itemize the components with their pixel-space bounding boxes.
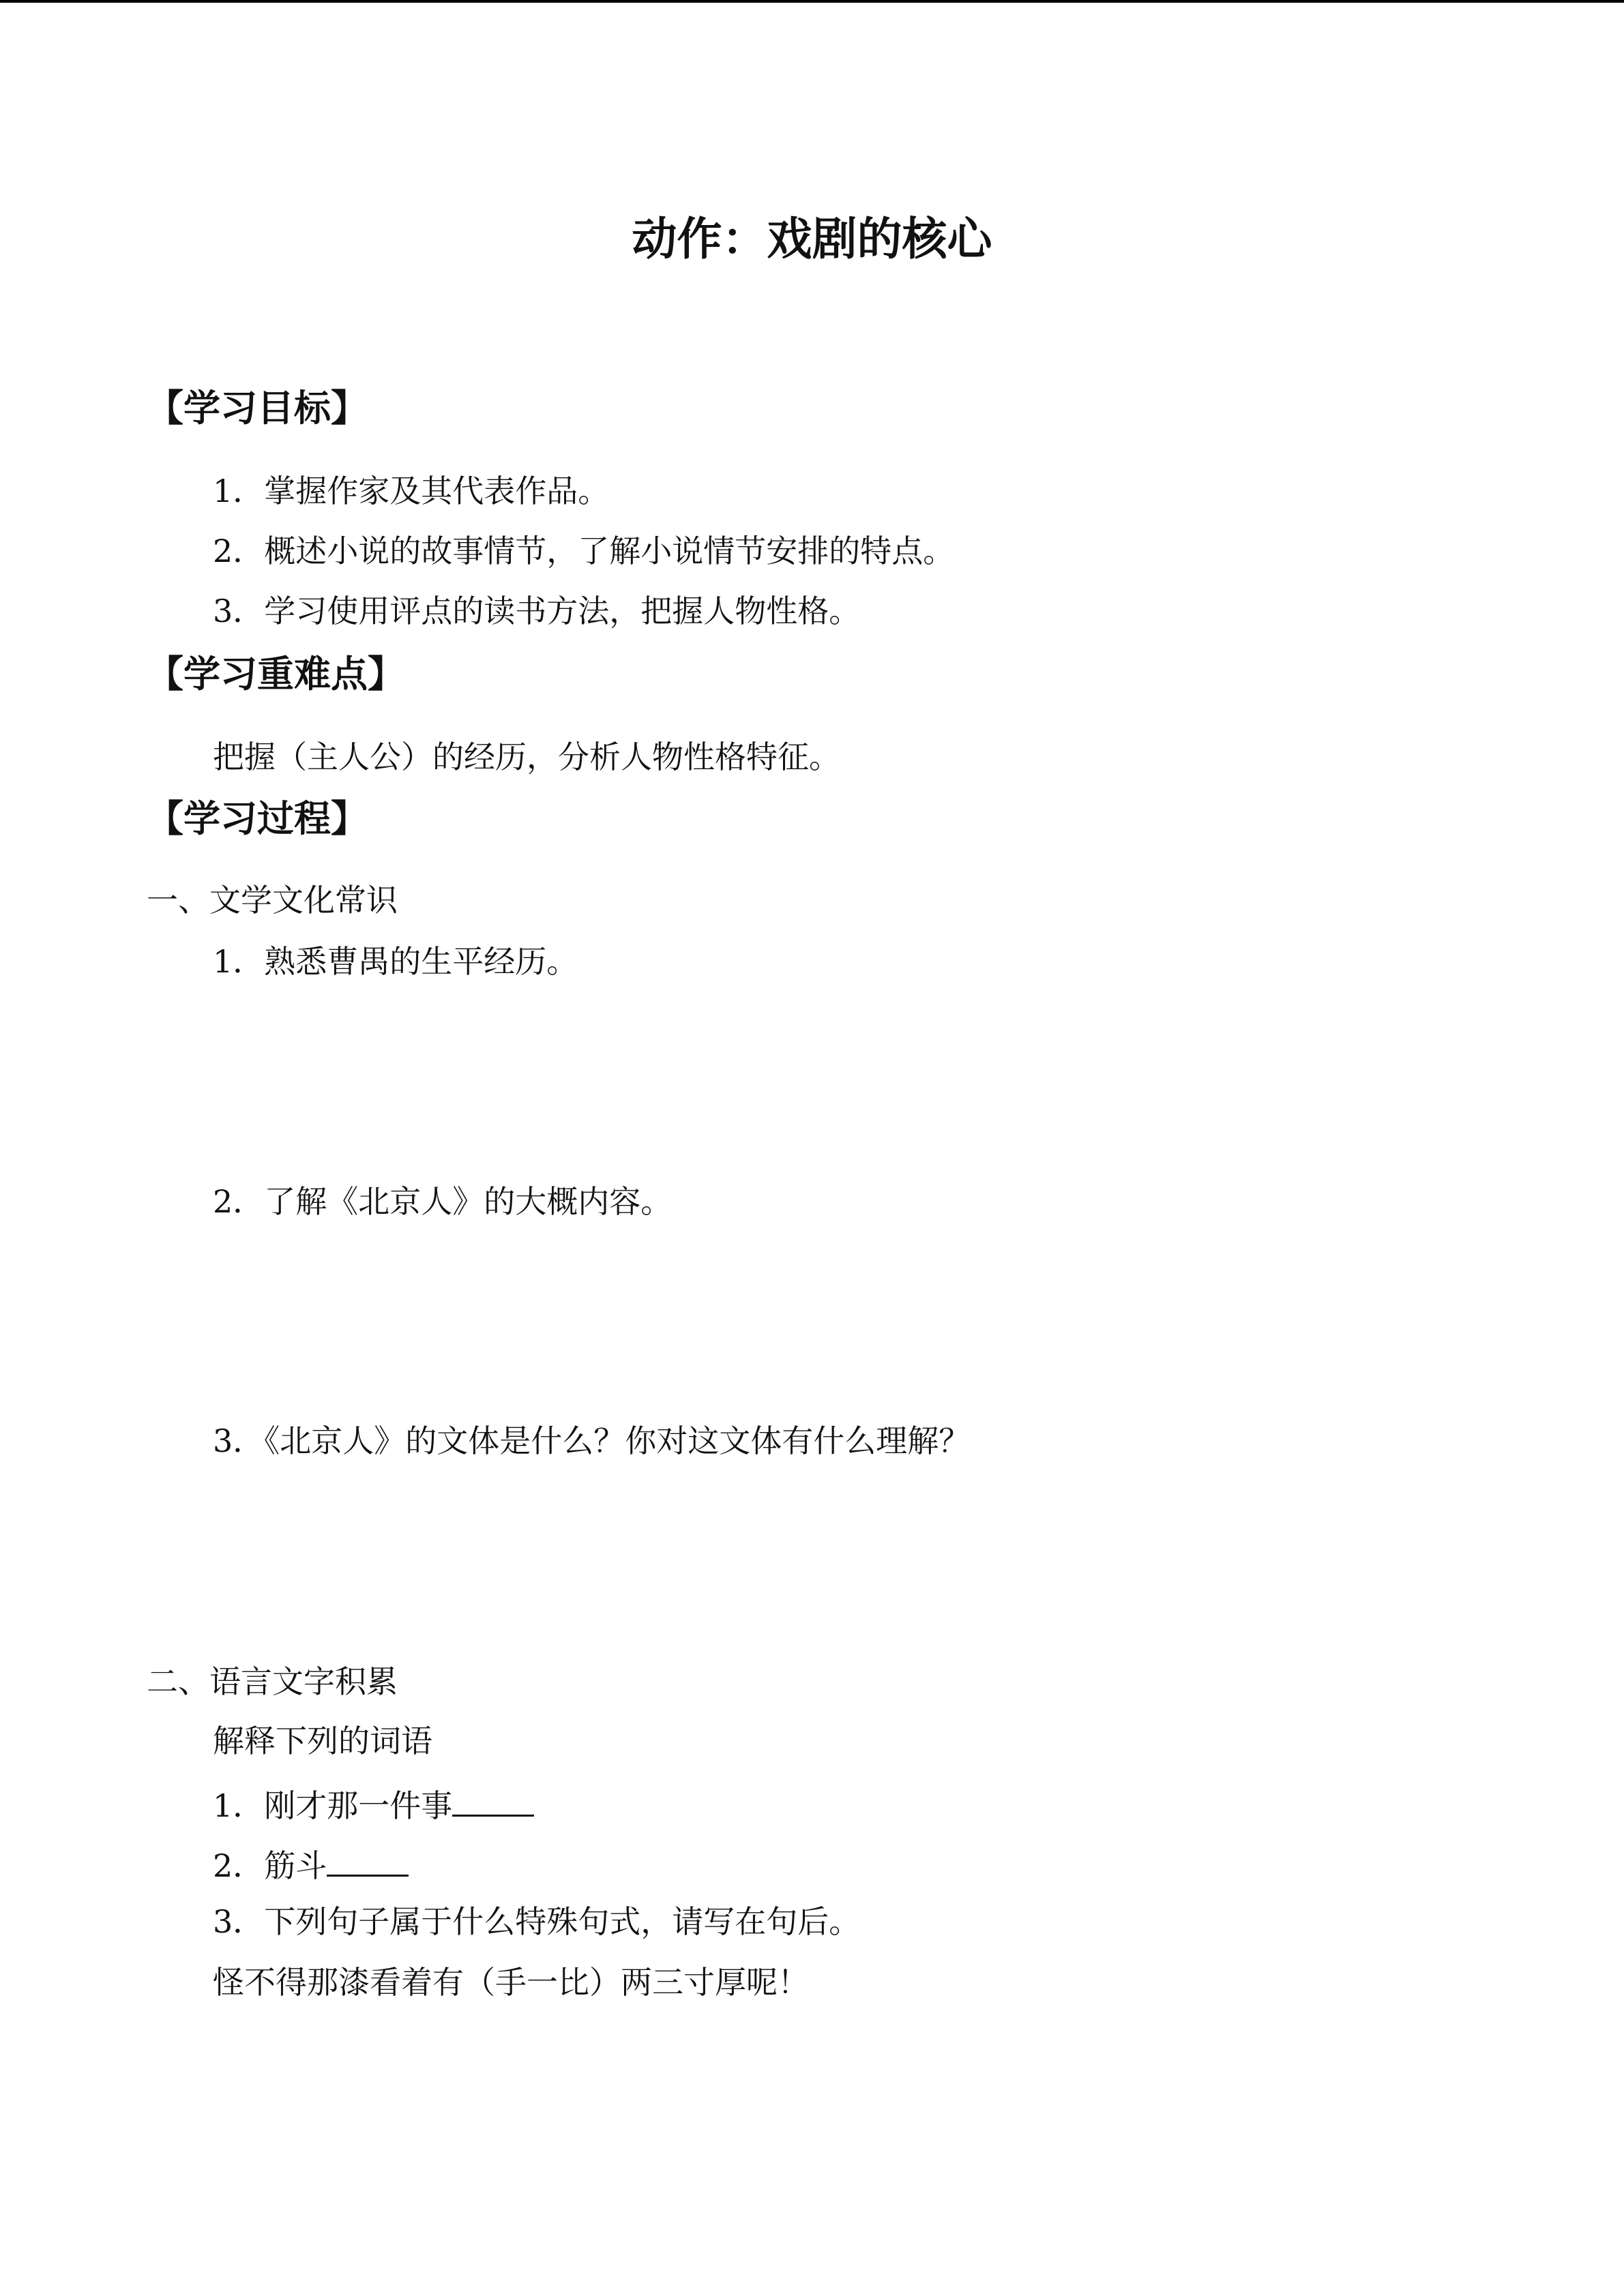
part2-item-1 bbox=[213, 1786, 534, 1824]
objective-item-3: 3．学习使用评点的读书方法，把握人物性格。 bbox=[213, 593, 861, 629]
part1-heading: 一、文学文化常识 bbox=[147, 882, 398, 919]
objectives-heading: 【学习目标】 bbox=[147, 387, 368, 430]
part2-item-3: 3．下列句子属于什么特殊句式，请写在句后。 bbox=[213, 1903, 861, 1940]
objective-item-1: 1．掌握作家及其代表作品。 bbox=[213, 473, 610, 509]
process-heading: 【学习过程】 bbox=[147, 797, 368, 840]
answer-blank-1[interactable] bbox=[452, 1786, 534, 1817]
part1-item-2: 2．了解《北京人》的大概内容。 bbox=[213, 1183, 673, 1220]
part1-item-1: 1．熟悉曹禺的生平经历。 bbox=[213, 943, 578, 980]
answer-blank-2[interactable] bbox=[327, 1846, 409, 1877]
part2-item-2 bbox=[213, 1846, 409, 1884]
part1-item-3: 3．《北京人》的文体是什么？你对这文体有什么理解？ bbox=[213, 1422, 971, 1459]
objective-item-2: 2．概述小说的故事情节，了解小说情节安排的特点。 bbox=[213, 533, 955, 569]
part2-sentence: 怪不得那漆看着有（手一比）两三寸厚呢！ bbox=[213, 1964, 809, 2001]
document-title: 动作：戏剧的核心 bbox=[632, 213, 992, 265]
key-points-heading: 【学习重难点】 bbox=[147, 653, 404, 696]
part2-heading: 二、语言文字积累 bbox=[147, 1663, 398, 1700]
key-points-text: 把握（主人公）的经历，分析人物性格特征。 bbox=[213, 739, 840, 775]
part2-item-1-text: 1．刚才那一件事 bbox=[213, 1787, 453, 1824]
part2-intro: 解释下列的词语 bbox=[213, 1723, 432, 1759]
part2-item-2-text: 2．筋斗 bbox=[213, 1847, 327, 1884]
